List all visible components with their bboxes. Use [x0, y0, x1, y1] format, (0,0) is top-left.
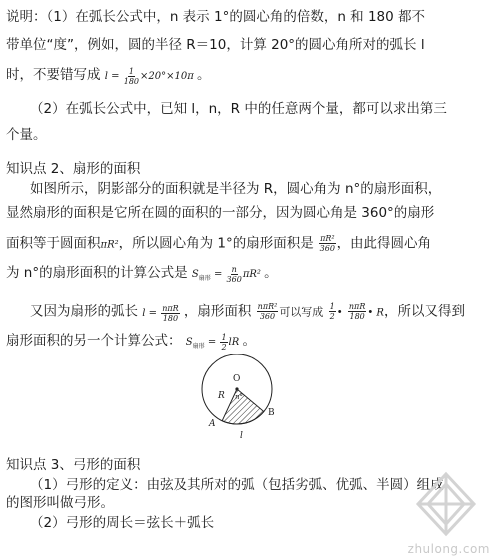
fraction-denominator: 180: [123, 77, 140, 86]
kp2-para-3-text-a: 面积等于圆面积: [6, 235, 101, 252]
kp3-para-1: （1）弓形的定义：由弦及其所对的弧（包括劣弧、优弧、半圆）组成: [30, 477, 444, 493]
formula-radius-factor: • R: [367, 307, 384, 319]
kp2-para-1: 如图所示，阴影部分的面积就是半径为 R，圆心角为 n°的扇形面积，: [30, 181, 442, 197]
formula-fraction: [161, 304, 179, 323]
formula-fraction: [220, 333, 227, 352]
note-line-1: 说明：（1）在弧长公式中，n 表示 1°的圆心角的倍数，n 和 180 都不: [6, 9, 426, 25]
fraction-denominator: 360: [226, 275, 242, 284]
kp3-para-3: （2）弓形的周长＝弦长＋弧长: [30, 515, 215, 531]
label-o: O: [233, 374, 241, 384]
formula-lhs: l =: [104, 71, 120, 82]
kp2-para-3-text-c: ，由此得圆心角: [336, 235, 432, 252]
formula-sector-area-alt: [185, 333, 243, 352]
note-line-5: 个量。: [6, 127, 47, 143]
fraction-numerator: n: [231, 265, 237, 274]
formula-lhs: S: [191, 269, 199, 280]
formula-circle-area: πR²: [100, 239, 119, 251]
formula-rhs: ×20°×10π: [140, 71, 194, 82]
fraction-numerator: nπR: [348, 302, 366, 311]
label-l: l: [240, 431, 243, 441]
fraction-denominator: 2: [329, 312, 335, 321]
formula-equals: =: [213, 269, 223, 280]
kp2-para-5-text-c: 可以写成: [279, 305, 324, 319]
label-r: R: [218, 391, 225, 401]
sector-figure: [195, 354, 315, 444]
kp2-para-2: 显然扇形的面积是它所在圆的面积的一部分，因为圆心角是 360°的扇形: [6, 205, 435, 221]
kp2-para-3-text-b: ，所以圆心角为 1°的扇形面积是: [118, 235, 314, 252]
fraction-denominator: 360: [259, 312, 276, 321]
note-line-3-text: 时，不要错写成: [6, 67, 101, 83]
formula-arc-length: [142, 303, 184, 323]
kp3-title: 知识点 3、弓形的面积: [6, 457, 141, 473]
formula-rhs: lR: [228, 337, 240, 348]
fraction-denominator: 360: [319, 244, 335, 253]
kp2-para-4-end: 。: [264, 265, 278, 281]
label-b: B: [268, 408, 275, 418]
kp3-para-2: 的图形叫做弓形。: [6, 495, 114, 511]
formula-subscript: 扇形: [198, 275, 211, 282]
label-n: n°: [235, 393, 244, 401]
formula-arc-fraction: [348, 302, 366, 321]
formula-subscript: 扇形: [192, 343, 205, 350]
fraction-denominator: 2: [221, 343, 227, 352]
label-a: A: [209, 419, 216, 429]
fraction-numerator: 1: [221, 333, 227, 342]
formula-lhs: l =: [142, 307, 158, 319]
fraction-denominator: 180: [349, 312, 365, 321]
note-line-4: （2）在弧长公式中，已知 l，n，R 中的任意两个量，都可以求出第三: [30, 101, 447, 117]
formula-fraction: [124, 67, 139, 86]
zhulong-logo-icon: [412, 470, 480, 538]
note-line-2: 带单位“度”，例如，圆的半径 R＝10，计算 20°的圆心角所对的弧长 l: [6, 37, 425, 53]
formula-sector-area: [191, 265, 264, 284]
kp2-para-5-text-a: 又因为扇形的弧长: [30, 303, 138, 320]
kp2-para-6: [6, 332, 256, 356]
kp2-title: 知识点 2、扇形的面积: [6, 161, 141, 177]
formula-sector-area-fraction: [257, 302, 279, 321]
kp2-para-4-text: 为 n°的扇形面积的计算公式是: [6, 265, 188, 281]
fraction-numerator: 1: [329, 302, 335, 311]
kp2-para-4: [6, 264, 278, 288]
fraction-numerator: nπR: [162, 303, 179, 313]
fraction-numerator: nπR²: [257, 302, 278, 311]
fraction-numerator: 1: [128, 67, 134, 76]
formula-wrong-arc: [104, 67, 197, 86]
note-line-3: [6, 66, 211, 86]
kp2-para-6-end: 。: [242, 333, 256, 349]
kp2-para-5-text-b: ，扇形面积: [183, 303, 252, 320]
formula-half: [329, 302, 336, 321]
note-line-3-end: 。: [197, 67, 211, 83]
formula-equals: =: [207, 337, 217, 348]
formula-unit-sector: [319, 234, 336, 253]
kp2-para-6-text: 扇形面积的另一个计算公式：: [6, 333, 182, 349]
formula-fraction: [227, 265, 242, 284]
watermark-text: zhulong.com: [407, 542, 490, 556]
center-point: [235, 387, 238, 390]
kp2-para-5-text-d: ，所以又得到: [383, 303, 465, 320]
fraction-numerator: πR²: [320, 234, 335, 243]
kp2-para-5: 又因为扇形的弧长 l = $\frac{\text{nπR}}{180}$ ，扇形面积 $\frac{\text{nπR²}}{360}$ 可以写成 $\frac{1}{2}$ • $\frac{\text{nπR}}{180}$ • R，所以又得到: [30, 302, 465, 323]
formula-rhs: πR²: [242, 269, 261, 280]
formula-lhs: S: [185, 337, 193, 348]
kp2-para-3: [6, 234, 431, 255]
fraction-denominator: 180: [162, 313, 179, 323]
